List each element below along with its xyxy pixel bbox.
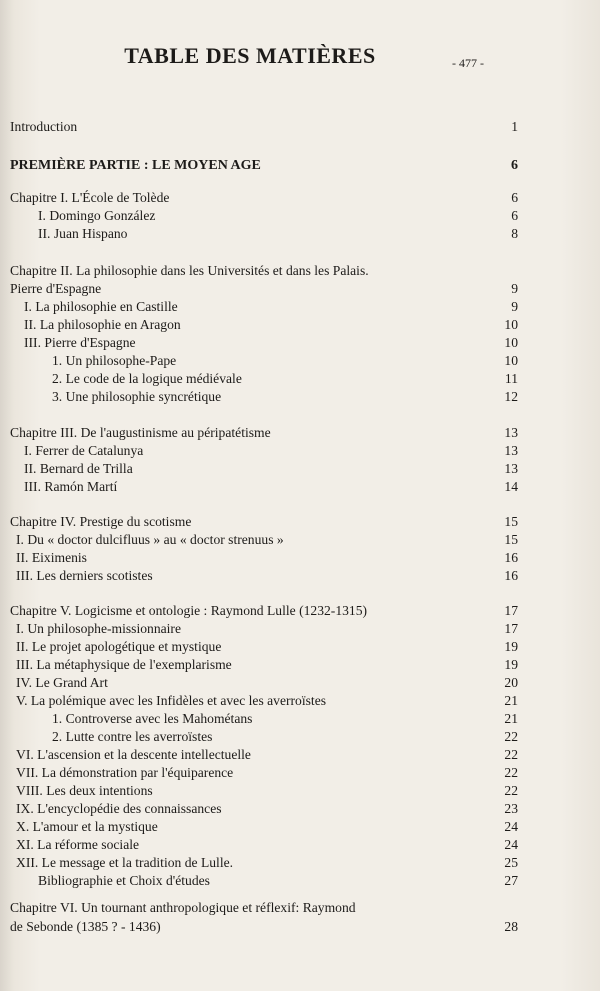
entry-page: 20 [504,675,518,690]
entry-page: 16 [504,568,518,583]
toc-section: II. Bernard de Trilla 13 [0,459,600,479]
entry-page: 9 [511,281,518,296]
entry-page: 22 [504,765,518,780]
entry-page: 9 [511,299,518,314]
entry-page: 24 [504,819,518,834]
page-title: TABLE DES MATIÈRES [124,43,376,68]
toc-section: III. Les derniers scotistes 16 [0,566,600,586]
toc-subsection: 1. Un philosophe-Pape 10 [0,351,600,371]
toc-section: X. L'amour et la mystique 24 [0,817,600,837]
toc-section: III. Pierre d'Espagne 10 [0,333,600,353]
toc-bibliography: Bibliographie et Choix d'études 27 [0,871,600,891]
toc-subsection: 2. Le code de la logique médiévale 11 [0,369,600,389]
toc-section: I. Ferrer de Catalunya 13 [0,441,600,461]
chapter-heading: Chapitre VI. Un tournant anthropologique et réflexif: Raymond [10,900,356,915]
toc-section: I. Un philosophe-missionnaire 17 [0,619,600,639]
entry-page: 13 [504,425,518,440]
toc-section: IX. L'encyclopédie des connaissances 23 [0,799,600,819]
entry-page: 28 [504,919,518,934]
toc-section: V. La polémique avec les Infidèles et avec les averroïstes 21 [0,691,600,711]
toc-section: VI. L'ascension et la descente intellectuelle 22 [0,745,600,765]
entry-page: 11 [504,371,518,386]
toc-section: II. Le projet apologétique et mystique 19 [0,637,600,657]
entry-page: 25 [504,855,518,870]
entry-page: 14 [504,479,518,494]
chapter-heading: Chapitre II. La philosophie dans les Universités et dans les Palais. [10,263,369,278]
toc-subsection: 1. Controverse avec les Mahométans 21 [0,709,600,729]
page-number: - 477 - [452,56,484,70]
part-heading: PREMIÈRE PARTIE : LE MOYEN AGE 6 [0,156,600,176]
chapter-heading-continued: Pierre d'Espagne 9 [0,279,600,299]
toc-section: IV. Le Grand Art 20 [0,673,600,693]
toc-section: XI. La réforme sociale 24 [0,835,600,855]
entry-page: 17 [504,603,518,618]
chapter-heading: Chapitre I. L'École de Tolède 6 [0,188,600,208]
chapter-heading: Chapitre V. Logicisme et ontologie : Raymond Lulle (1232-1315) 17 [0,601,600,621]
entry-page: 10 [504,335,518,350]
toc-section: III. La métaphysique de l'exemplarisme 19 [0,655,600,675]
entry-page: 13 [504,461,518,476]
toc-section: XII. Le message et la tradition de Lulle. 25 [0,853,600,873]
entry-page: 15 [504,532,518,547]
entry-page: 27 [504,873,518,888]
entry-page: 21 [504,693,518,708]
toc-section: I. Domingo González 6 [0,206,600,226]
toc-section: I. Du « doctor dulcifluus » au « doctor strenuus » 15 [0,530,600,550]
entry-page: 19 [504,657,518,672]
entry-page: 19 [504,639,518,654]
entry-page: 13 [504,443,518,458]
entry-page: 1 [511,119,518,134]
toc-section: VIII. Les deux intentions 22 [0,781,600,801]
entry-page: 23 [504,801,518,816]
toc-section: I. La philosophie en Castille 9 [0,297,600,317]
entry-page: 6 [511,158,518,173]
toc-section: II. Juan Hispano 8 [0,224,600,244]
entry-page: 12 [504,389,518,404]
entry-page: 10 [504,317,518,332]
entry-page: 22 [504,783,518,798]
entry-page: 6 [511,208,518,223]
entry-page: 24 [504,837,518,852]
entry-page: 16 [504,550,518,565]
toc-subsection: 3. Une philosophie syncrétique 12 [0,387,600,407]
entry-page: 21 [504,711,518,726]
toc-subsection: 2. Lutte contre les averroïstes 22 [0,727,600,747]
chapter-heading: Chapitre IV. Prestige du scotisme 15 [0,512,600,532]
entry-page: 22 [504,729,518,744]
entry-page: 22 [504,747,518,762]
entry-page: 8 [511,226,518,241]
toc-entry-introduction: Introduction 1 [0,117,600,137]
chapter-heading-continued: de Sebonde (1385 ? - 1436) 28 [0,917,600,937]
entry-page: 15 [504,514,518,529]
entry-page: 6 [511,190,518,205]
entry-page: 17 [504,621,518,636]
toc-section: VII. La démonstration par l'équiparence 22 [0,763,600,783]
chapter-heading: Chapitre III. De l'augustinisme au péripatétisme 13 [0,423,600,443]
toc-section: II. Eiximenis 16 [0,548,600,568]
toc-section: II. La philosophie en Aragon 10 [0,315,600,335]
entry-page: 10 [504,353,518,368]
toc-section: III. Ramón Martí 14 [0,477,600,497]
